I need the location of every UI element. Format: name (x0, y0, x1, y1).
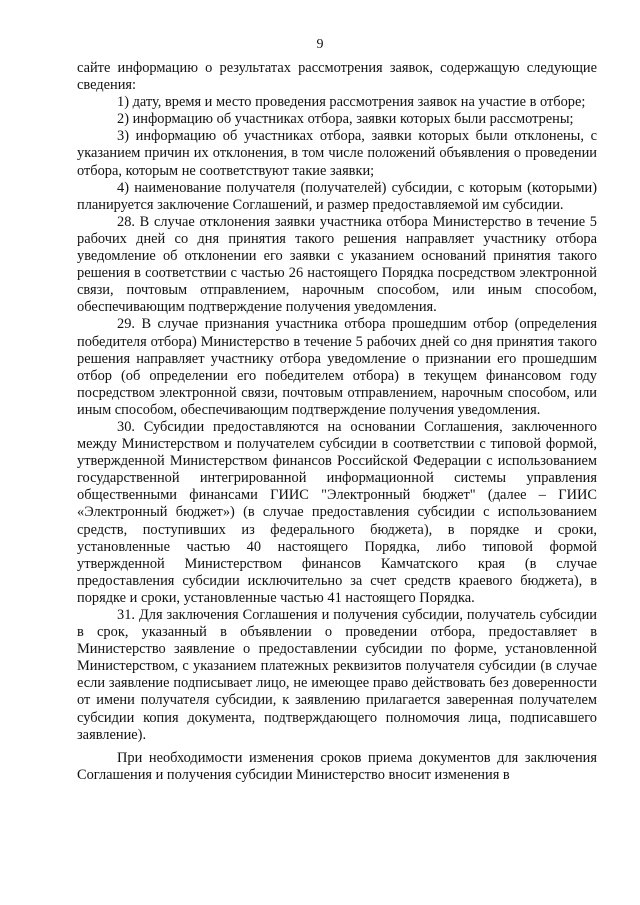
list-item-3: 3) информацию об участниках отбора, заявки которых были отклонены, с указанием причин их отклонения, в том числе положений объявления о проведении отбора, которым не соответствуют такие заявки; (77, 128, 597, 179)
paragraph-29: 29. В случае признания участника отбора прошедшим отбор (определения победителя отбора) Министерство в течение 5 рабочих дней со дня принятия такого решения направляет участнику отбора уведомление о признании его прошедшим отбор (об определении его победителем отбора) в текущем финансовом году посредством электронной связи, почтовым отправлением, нарочным способом, или иным способом, обеспечивающим подтверждение получения уведомления. (77, 316, 597, 418)
document-body (77, 60, 597, 784)
list-item-2: 2) информацию об участниках отбора, заявки которых были рассмотрены; (117, 111, 574, 128)
list-item-4: 4) наименование получателя (получателей) субсидии, с которым (которыми) планируется заключение Соглашений, и размер предоставляемой им субсидии. (77, 179, 597, 213)
paragraph-30: 30. Субсидии предоставляются на основании Соглашения, заключенного между Министерством и получателем субсидии в соответствии с типовой формой, утвержденной Министерством финансов Российской Федерации с использованием государственной интегрированной информационной системы управления общественными финансами ГИИС "Электронный бюджет" (далее – ГИИС «Электронный бюджет») (в случае предоставления субсидии с использованием средств, поступивших из федерального бюджета), в порядке и сроки, установленные частью 40 настоящего Порядка, либо типовой формой утвержденной Министерством финансов Камчатского края (в случае предоставления субсидии исключительно за счет средств краевого бюджета), в порядке и сроки, установленные частью 41 настоящего Порядка. (77, 418, 597, 606)
page-number: 9 (316, 37, 324, 52)
paragraph-intro-continuation: сайте информацию о результатах рассмотрения заявок, содержащую следующие сведения: (77, 60, 597, 94)
paragraph-31: 31. Для заключения Соглашения и получения субсидии, получатель субсидии в срок, указанный в объявлении о проведении отбора, предоставляет в Министерство заявление о предоставлении субсидии по форме, установленной Министерством, с указанием платежных реквизитов получателя субсидии (в случае если заявление подписывает лицо, не имеющее право действовать без доверенности от имени получателя субсидии, к заявлению прилагается заверенная получателем субсидии копия документа, подтверждающего полномочия лица, подписавшего заявление). (77, 607, 597, 743)
list-item-1: 1) дату, время и место проведения рассмотрения заявок на участие в отборе; (117, 94, 586, 111)
paragraph-change-deadlines: При необходимости изменения сроков приема документов для заключения Соглашения и получения субсидии Министерство вносит изменения в (77, 749, 597, 783)
paragraph-28: 28. В случае отклонения заявки участника отбора Министерство в течение 5 рабочих дней со дня принятия такого решения направляет участнику отбора уведомление об отклонении его заявки с указанием оснований принятия такого решения в соответствии с частью 26 настоящего Порядка посредством электронной связи, почтовым отправлением, нарочным способом, или иным способом, обеспечивающим подтверждение получения уведомления. (77, 213, 597, 316)
